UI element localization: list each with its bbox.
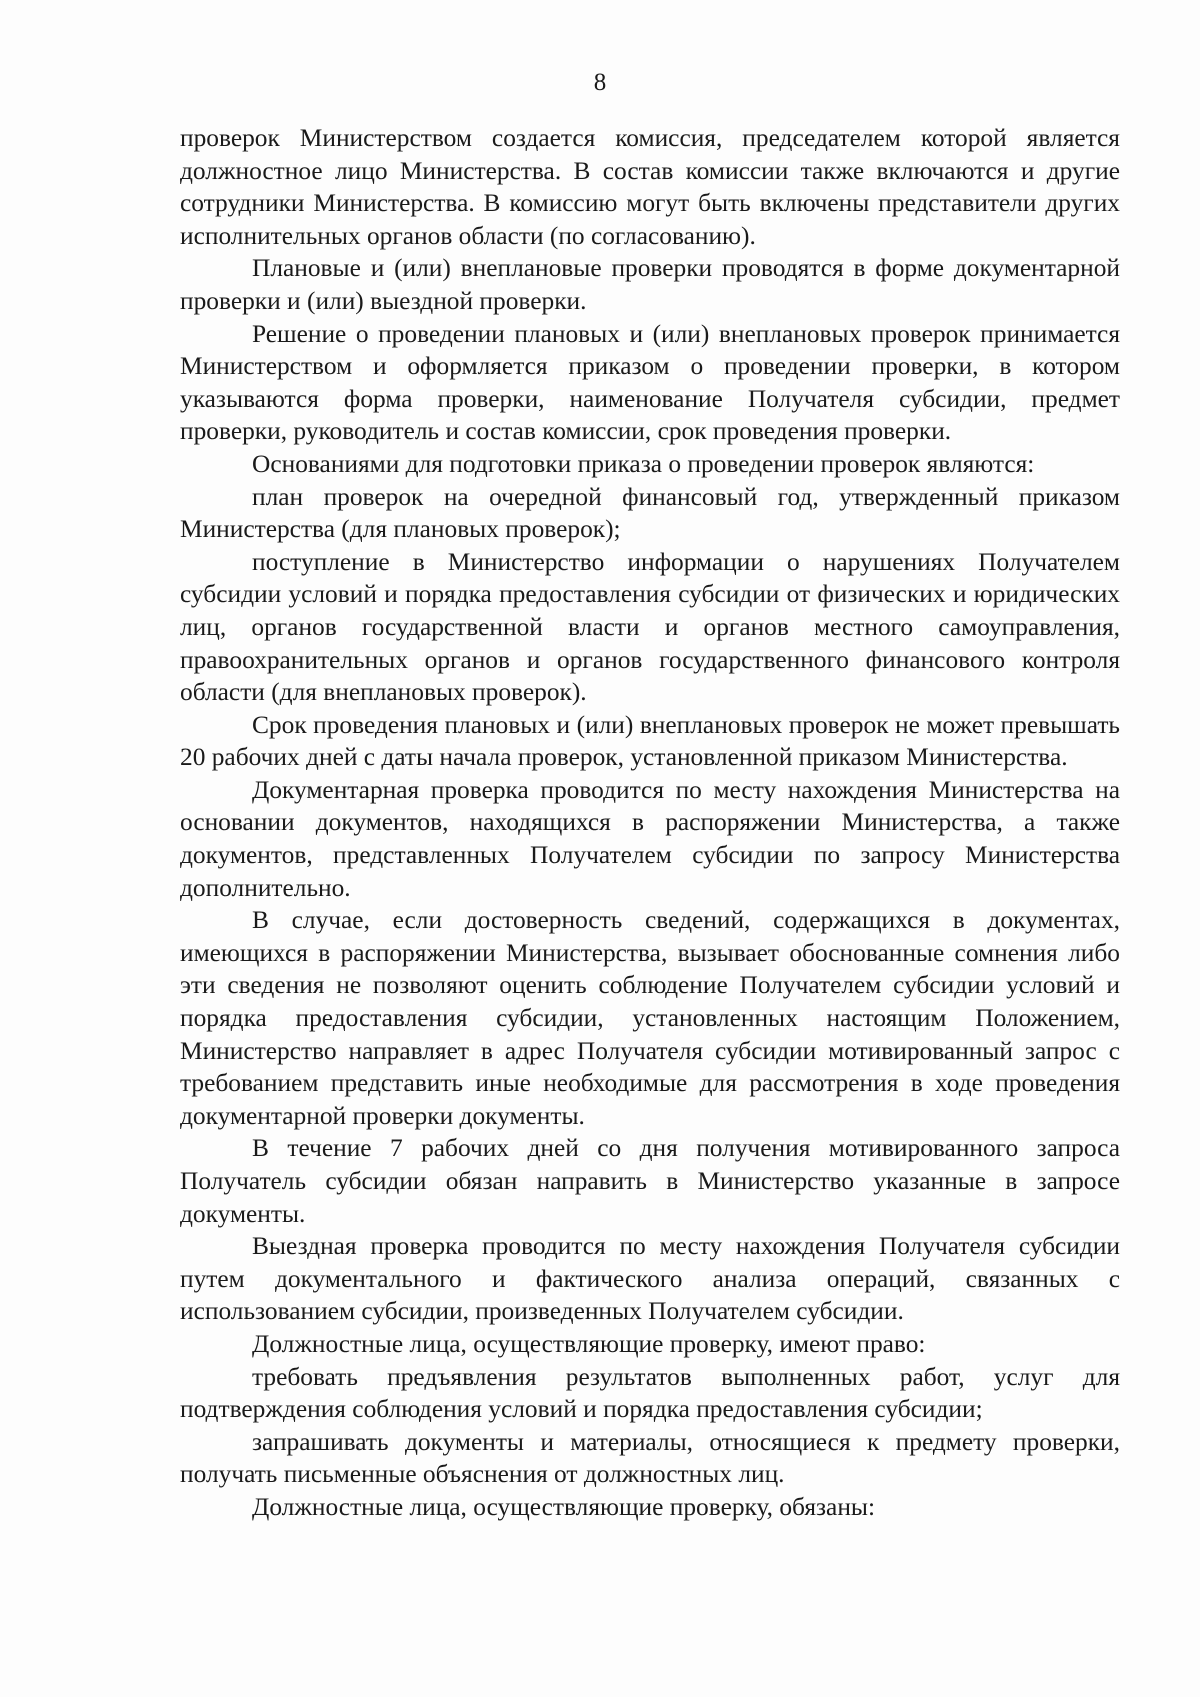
paragraph-8: Документарная проверка проводится по месту нахождения Министерства на основании документов, находящихся в распоряжении Министерства, а также документов, представленных Получателем субсидии по запросу Министерства дополнительно. (180, 775, 1120, 902)
paragraph-13: требовать предъявления результатов выполненных работ, услуг для подтверждения соблюдения условий и порядка предоставления субсидии; (180, 1362, 1120, 1424)
page-number: 8 (593, 69, 607, 96)
paragraph-10: В течение 7 рабочих дней со дня получения мотивированного запроса Получатель субсидии обязан направить в Министерство указанные в запросе документы. (180, 1134, 1120, 1228)
document-body (180, 122, 1120, 1524)
paragraph-15: Должностные лица, осуществляющие проверку, обязаны: (252, 1492, 876, 1521)
paragraph-1: проверок Министерством создается комиссия, председателем которой является должностное лицо Министерства. В состав комиссии также включаются и другие сотрудники Министерства. В комиссию могут быть включены представители других исполнительных органов области (по согласованию). (180, 124, 1120, 250)
paragraph-3: Решение о проведении плановых и (или) внеплановых проверок принимается Министерством и оформляется приказом о проведении проверки, в котором указываются форма проверки, наименование Получателя субсидии, предмет проверки, руководитель и состав комиссии, срок проведения проверки. (180, 319, 1120, 446)
paragraph-4: Основаниями для подготовки приказа о проведении проверок являются: (252, 449, 1035, 478)
paragraph-6: поступление в Министерство информации о нарушениях Получателем субсидии условий и порядка предоставления субсидии от физических и юридических лиц, органов государственной власти и органов местного самоуправления, правоохранительных органов и органов государственного финансового контроля области (для внеплановых проверок). (180, 547, 1120, 707)
paragraph-7: Срок проведения плановых и (или) внеплановых проверок не может превышать 20 рабочих дней с даты начала проверок, установленной приказом Министерства. (180, 710, 1120, 772)
paragraph-14: запрашивать документы и материалы, относящиеся к предмету проверки, получать письменные объяснения от должностных лиц. (180, 1427, 1120, 1489)
paragraph-11: Выездная проверка проводится по месту нахождения Получателя субсидии путем документального и фактического анализа операций, связанных с использованием субсидии, произведенных Получателем субсидии. (180, 1232, 1120, 1326)
paragraph-9: В случае, если достоверность сведений, содержащихся в документах, имеющихся в распоряжении Министерства, вызывает обоснованные сомнения либо эти сведения не позволяют оценить соблюдение Получателем субсидии условий и порядка предоставления субсидии, установленных настоящим Положением, Министерство направляет в адрес Получателя субсидии мотивированный запрос с требованием представить иные необходимые для рассмотрения в ходе проведения документарной проверки документы. (180, 906, 1120, 1130)
paragraph-5: план проверок на очередной финансовый год, утвержденный приказом Министерства (для плановых проверок); (180, 482, 1120, 544)
paragraph-2: Плановые и (или) внеплановые проверки проводятся в форме документарной проверки и (или) выездной проверки. (180, 254, 1120, 315)
paragraph-12: Должностные лица, осуществляющие проверку, имеют право: (252, 1329, 926, 1358)
